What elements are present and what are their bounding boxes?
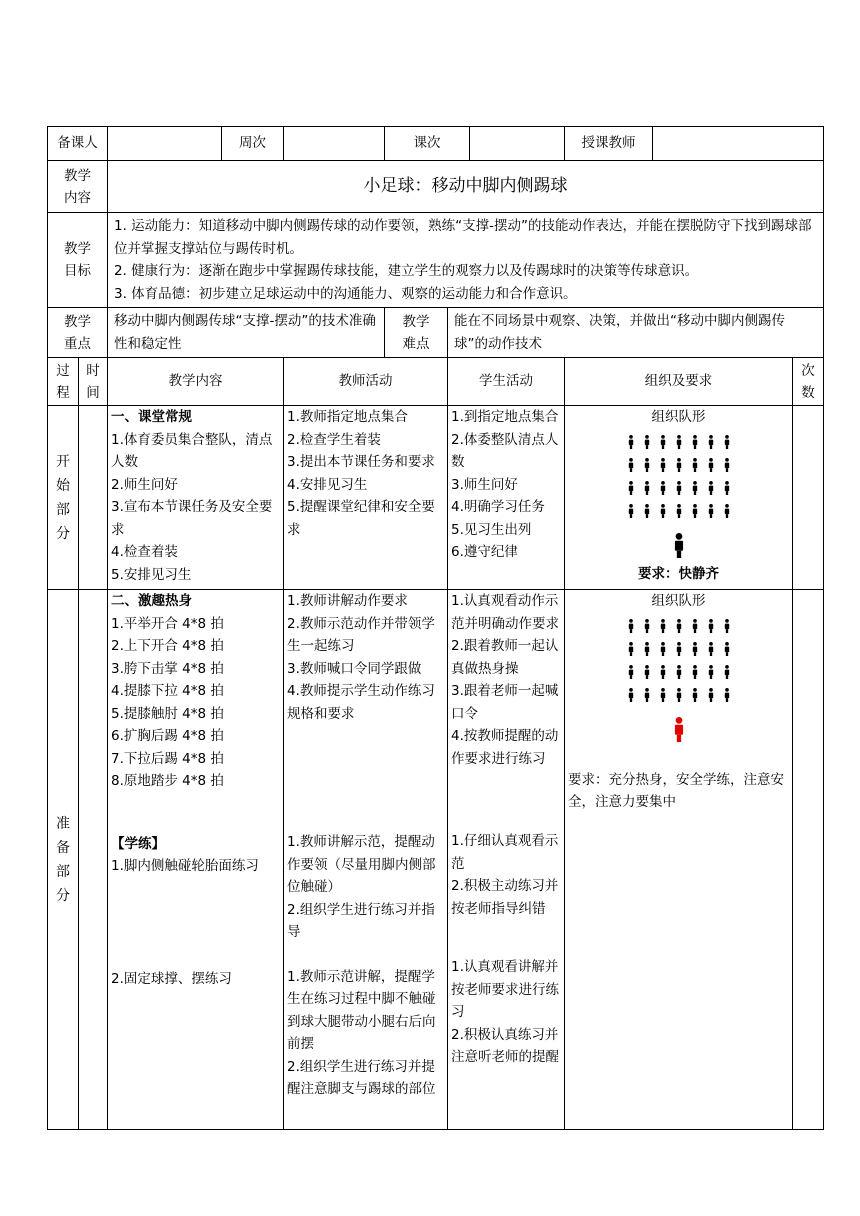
col-process-text: 过程: [56, 362, 70, 401]
student-icon: [676, 619, 680, 633]
col-process: [48, 358, 79, 406]
warmup-title: 二、激趣热身: [111, 593, 192, 609]
student-icon: [644, 435, 648, 449]
student-icon: [676, 688, 680, 702]
student-icon: [676, 642, 680, 656]
prep-org-requirement: 要求：充分热身，安全学练，注意安全，注意力要集中: [568, 771, 784, 810]
student-icon: [660, 619, 664, 633]
start-student: [448, 406, 565, 590]
student-icon: [724, 458, 728, 472]
student-icon: [708, 458, 712, 472]
start-teacher-item: 5.提醒课堂纪律和安全要求: [287, 499, 435, 538]
lesson-plan-table: [47, 126, 824, 1130]
start-teacher: [284, 406, 448, 590]
start-student-item: 4.明确学习任务: [451, 499, 545, 515]
start-teacher-item: 1.教师指定地点集合: [287, 409, 408, 425]
prep-teacher: [284, 590, 448, 1130]
student-icon: [644, 688, 648, 702]
student-icon: [660, 481, 664, 495]
student-icon: [644, 619, 648, 633]
practice1-student-item: 2.积极主动练习并按老师指导纠错: [451, 878, 559, 917]
prep-time: [79, 590, 108, 1130]
goal-item: 2. 健康行为：逐渐在跑步中掌握踢传球技能，建立学生的观察力以及传踢球时的决策等传球意识。: [114, 263, 699, 279]
start-content-item: 4.检查着装: [111, 544, 178, 560]
student-icon: [692, 642, 696, 656]
student-icon: [676, 504, 680, 518]
student-icon: [724, 435, 728, 449]
col-count: [793, 358, 824, 406]
lesson-value: [470, 127, 565, 161]
warmup-teacher-item: 1.教师讲解动作要求: [287, 593, 408, 609]
student-icon: [676, 481, 680, 495]
prep-formation-diagram: [624, 617, 734, 747]
student-icon: [708, 688, 712, 702]
teacher-icon: [674, 717, 682, 742]
difficulty-label: [385, 308, 448, 358]
practice2-student-item: 2.积极认真练习并注意听老师的提醒: [451, 1026, 559, 1065]
key-label: [48, 308, 108, 358]
practice1-teacher-item: 1.教师讲解示范，提醒动作要领（尽量用脚内侧部位触碰）: [287, 834, 436, 895]
student-icon: [628, 688, 632, 702]
practice2-teacher-item: 2.组织学生进行练习并提醒注意脚支与踢球的部位: [287, 1058, 436, 1097]
start-teacher-item: 2.检查学生着装: [287, 431, 381, 448]
prep-org: [565, 590, 793, 1130]
start-content-item: 2.师生问好: [111, 476, 178, 493]
col-student: 学生活动: [448, 358, 565, 406]
student-icon: [628, 642, 632, 656]
start-phase-text: 开始部分: [56, 453, 70, 542]
practice-title: 【学练】: [111, 835, 165, 852]
warmup-item: 1.平举开合 4*8 拍: [111, 615, 224, 632]
content-label: [48, 161, 108, 213]
student-icon: [708, 435, 712, 449]
warmup-student-item: 2.跟着教师一起认真做热身操: [451, 638, 559, 677]
student-icon: [692, 504, 696, 518]
warmup-teacher-item: 4.教师提示学生动作练习规格和要求: [287, 683, 435, 722]
spacer: [111, 793, 280, 833]
start-teacher-item: 3.提出本节课任务和要求: [287, 454, 435, 470]
key-value: 移动中脚内侧踢传球“支撑-摆动”的技术准确性和稳定性: [108, 308, 385, 358]
col-org: 组织及要求: [565, 358, 793, 406]
start-content-item: 3.宣布本节课任务及安全要求: [111, 499, 273, 538]
student-icon: [644, 458, 648, 472]
start-student-item: 5.见习生出列: [451, 521, 532, 538]
student-icon: [676, 458, 680, 472]
student-icon: [660, 665, 664, 679]
start-student-item: 1.到指定地点集合: [451, 409, 559, 425]
student-icon: [724, 619, 728, 633]
teacher-icon: [674, 533, 682, 558]
goals-cell: [108, 213, 824, 308]
warmup-item: 4.提膝下拉 4*8 拍: [111, 683, 224, 699]
student-icon: [692, 481, 696, 495]
warmup-item: 8.原地踏步 4*8 拍: [111, 773, 224, 789]
student-icon: [628, 458, 632, 472]
start-org: [565, 406, 793, 590]
student-icon: [724, 481, 728, 495]
week-label: 周次: [222, 127, 284, 161]
goal-item: 1. 运动能力：知道移动中脚内侧踢传球的动作要领，熟练“支撑-摆动”的技能动作表达，并能在摆脱防守下找到踢球部位并掌握支撑站位与踢传时机。: [114, 218, 812, 257]
key-label-text: 教学重点: [64, 313, 91, 352]
student-icon: [724, 642, 728, 656]
start-org-title: 组织队形: [651, 409, 706, 425]
content-label-text: 教学内容: [64, 167, 91, 206]
warmup-student-item: 4.按教师提醒的动作要求进行练习: [451, 728, 559, 767]
student-icon: [628, 435, 632, 449]
student-icon: [644, 665, 648, 679]
difficulty-label-text: 教学难点: [402, 313, 430, 352]
student-icon: [692, 435, 696, 449]
student-icon: [724, 665, 728, 679]
warmup-item: 3.胯下击掌 4*8 拍: [111, 660, 224, 677]
start-content-title: 一、课堂常规: [111, 409, 192, 425]
spacer: [111, 878, 280, 968]
student-icon: [644, 642, 648, 656]
week-value: [284, 127, 385, 161]
practice2-student-item: 1.认真观看讲解并按老师要求进行练习: [451, 959, 559, 1020]
prep-student: [448, 590, 565, 1130]
student-icon: [628, 481, 632, 495]
warmup-student-item: 3.跟着老师一起喊口令: [451, 683, 559, 722]
student-icon: [692, 665, 696, 679]
student-icon: [724, 688, 728, 702]
col-count-text: 次数: [801, 362, 815, 401]
lesson-label: 课次: [385, 127, 470, 161]
spacer: [451, 920, 561, 956]
student-icon: [708, 481, 712, 495]
start-phase-label: [48, 406, 79, 590]
start-count: [793, 406, 824, 590]
prep-content: [108, 590, 284, 1130]
student-icon: [660, 435, 664, 449]
start-time: [79, 406, 108, 590]
col-time: [79, 358, 108, 406]
student-icon: [708, 642, 712, 656]
col-content: 教学内容: [108, 358, 284, 406]
lesson-plan: [47, 126, 823, 1130]
student-icon: [628, 619, 632, 633]
student-icon: [692, 688, 696, 702]
spacer: [451, 770, 561, 830]
student-icon: [676, 665, 680, 679]
warmup-student-item: 1.认真观看动作示范并明确动作要求: [451, 593, 559, 632]
student-icon: [724, 504, 728, 518]
teacher-value: [653, 127, 824, 161]
prep-count: [793, 590, 824, 1130]
goal-item: 3. 体育品德：初步建立足球运动中的沟通能力、观察的运动能力和合作意识。: [114, 285, 577, 302]
student-icon: [660, 688, 664, 702]
student-icon: [660, 504, 664, 518]
student-icon: [644, 481, 648, 495]
spacer: [287, 725, 444, 831]
goals-label: [48, 213, 108, 308]
preparer-label: 备课人: [48, 127, 108, 161]
practice-item: 2.固定球撑、摆练习: [111, 970, 232, 987]
prep-phase-text: 准备部分: [56, 815, 70, 904]
student-icon: [628, 504, 632, 518]
warmup-teacher-item: 3.教师喊口令同学跟做: [287, 660, 422, 677]
start-teacher-item: 4.安排见习生: [287, 476, 368, 493]
practice-item: 1.脚内侧触碰轮胎面练习: [111, 858, 259, 874]
spacer: [287, 944, 444, 966]
practice2-teacher-item: 1.教师示范讲解，提醒学生在练习过程中脚不触碰到球大腿带动小腿右后向前摆: [287, 968, 436, 1052]
warmup-item: 7.下拉后踢 4*8 拍: [111, 750, 224, 767]
start-formation-diagram: [624, 433, 734, 563]
start-content: [108, 406, 284, 590]
student-icon: [708, 504, 712, 518]
student-icon: [708, 619, 712, 633]
teacher-label: 授课教师: [565, 127, 653, 161]
prep-org-title: 组织队形: [651, 593, 706, 609]
spacer: [568, 747, 789, 769]
student-icon: [660, 642, 664, 656]
student-icon: [692, 619, 696, 633]
start-student-item: 2.体委整队清点人数: [451, 431, 559, 470]
lesson-title: 小足球：移动中脚内侧踢球: [108, 161, 824, 213]
start-org-requirement: 要求：快静齐: [638, 565, 719, 582]
prep-phase-label: [48, 590, 79, 1130]
difficulty-value: 能在不同场景中观察、决策，并做出“移动中脚内侧踢传球”的动作技术: [448, 308, 824, 358]
start-content-item: 5.安排见习生: [111, 566, 192, 583]
col-teacher: 教师活动: [284, 358, 448, 406]
student-icon: [660, 458, 664, 472]
warmup-teacher-item: 2.教师示范动作并带领学生一起练习: [287, 615, 435, 654]
col-time-text: 时间: [86, 362, 100, 401]
warmup-item: 2.上下开合 4*8 拍: [111, 638, 224, 654]
start-content-item: 1.体育委员集合整队，清点人数: [111, 431, 273, 470]
goals-label-text: 教学目标: [64, 241, 91, 279]
student-icon: [628, 665, 632, 679]
student-icon: [708, 665, 712, 679]
practice1-student-item: 1.仔细认真观看示范: [451, 833, 559, 872]
student-icon: [644, 504, 648, 518]
student-icon: [676, 435, 680, 449]
start-student-item: 3.师生问好: [451, 476, 518, 493]
start-student-item: 6.遵守纪律: [451, 544, 518, 560]
preparer-value: [108, 127, 222, 161]
practice1-teacher-item: 2.组织学生进行练习并指导: [287, 901, 435, 940]
warmup-item: 6.扩胸后踢 4*8 拍: [111, 728, 224, 744]
warmup-item: 5.提膝触肘 4*8 拍: [111, 705, 224, 722]
student-icon: [692, 458, 696, 472]
